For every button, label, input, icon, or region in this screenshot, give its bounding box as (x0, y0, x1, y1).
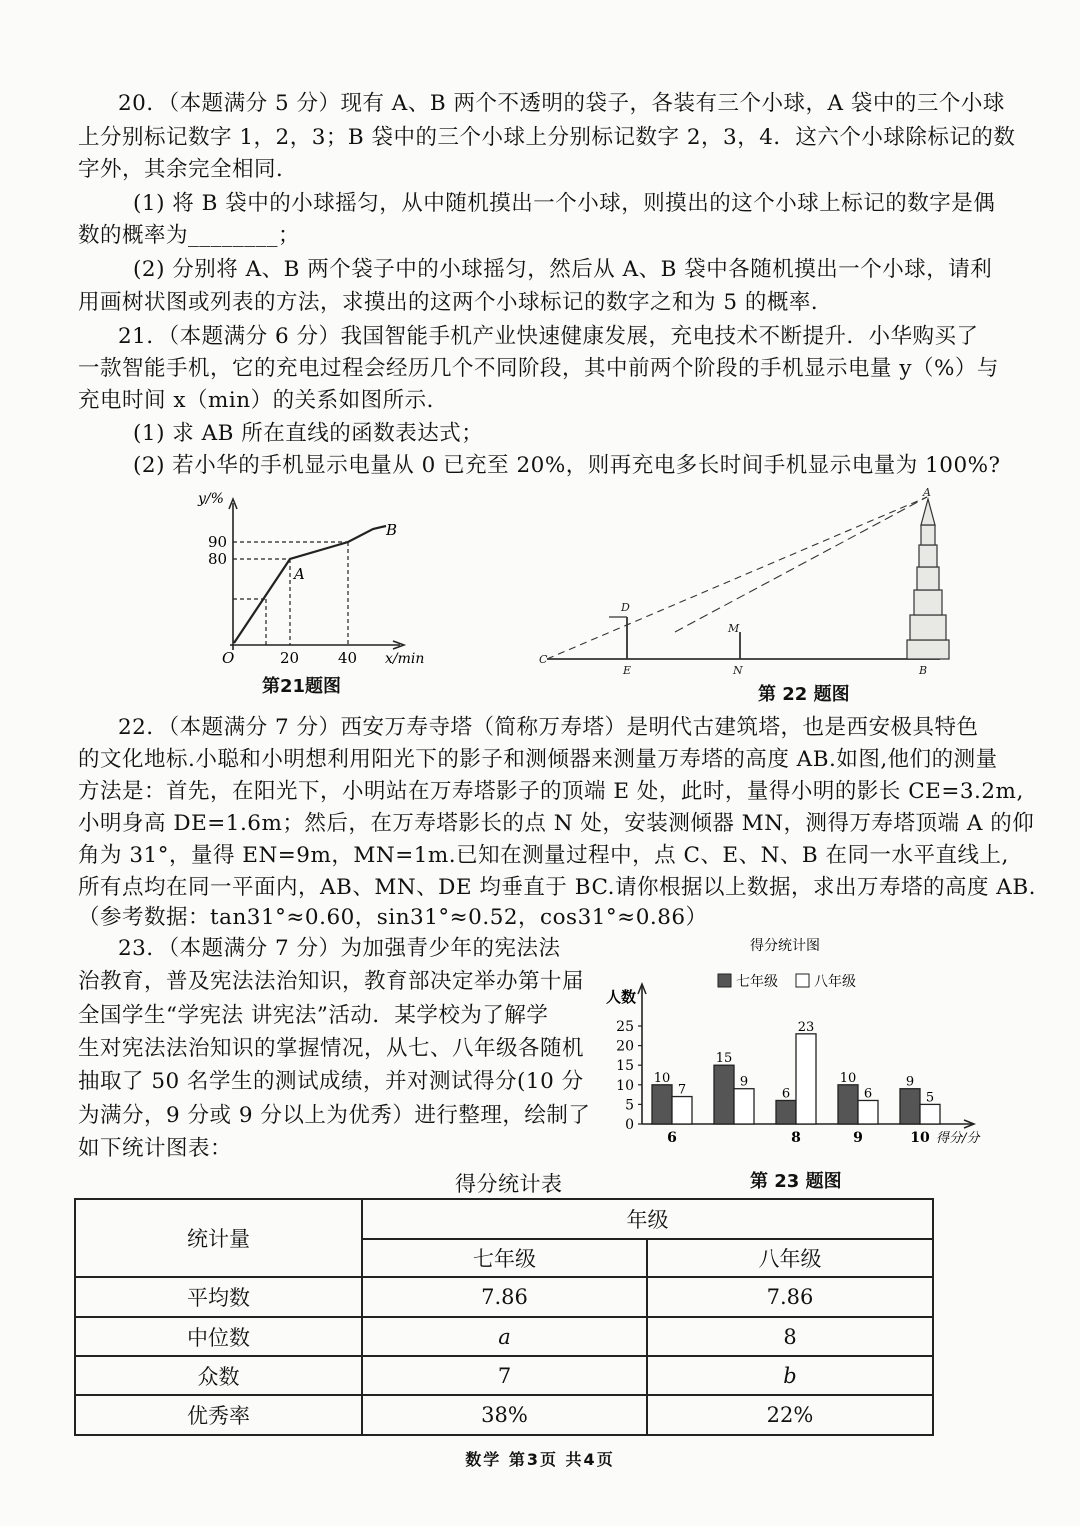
label-m: M (728, 622, 740, 635)
q23-line-4: 生对宪法法治知识的掌握情况，从七、八年级各随机 (78, 1036, 585, 1061)
bar-value-label: 15 (715, 1051, 733, 1067)
table-row (75, 1317, 933, 1356)
bar-grade8 (672, 1097, 692, 1124)
y-tick-label: 0 (625, 1117, 634, 1133)
legend-label-grade8: 八年级 (814, 974, 856, 990)
bar-value-label: 7 (677, 1082, 687, 1098)
ytick-90: 90 (208, 533, 228, 551)
table-title: 得分统计表 (455, 1172, 563, 1196)
cell-value: 7 (362, 1356, 647, 1395)
q20-line-7: 用画树状图或列表的方法，求摸出的这两个小球标记的数字之和为 5 的概率． (78, 290, 833, 315)
q20-line-5: 数的概率为________； (78, 223, 301, 248)
column-header-grade7: 七年级 (362, 1239, 647, 1277)
table-group-header: 年级 (362, 1199, 933, 1239)
x-tick-label: 6 (667, 1130, 677, 1146)
table-row (75, 1277, 933, 1317)
ytick-80: 80 (208, 550, 228, 568)
legend-swatch-grade7 (718, 974, 731, 987)
q22-line-2: 的文化地标.小聪和小明想利用阳光下的影子和测倾器来测量万寿塔的高度 AB.如图,他们的测量 (78, 747, 998, 772)
q20-line-1: 20．（本题满分 5 分）现有 A、B 两个不透明的袋子，各装有三个小球，A 袋中的三个小球 (118, 91, 1005, 116)
legend-label-grade7: 七年级 (736, 974, 778, 990)
q23-line-1: 23．（本题满分 7 分）为加强青少年的宪法法 (118, 936, 561, 961)
legend-swatch-grade8 (796, 974, 809, 987)
y-axis-title: 人数 (606, 988, 637, 1006)
row-label: 众数 (75, 1356, 362, 1395)
bar-grade8 (920, 1104, 940, 1124)
label-c: C (539, 653, 548, 666)
bar-grade8 (734, 1089, 754, 1124)
cell-value: 38% (362, 1395, 647, 1435)
figure-23-caption: 第 23 题图 (750, 1171, 842, 1192)
q23-line-6: 为满分，9 分或 9 分以上为优秀）进行整理，绘制了 (78, 1103, 591, 1128)
bar-grade7 (776, 1100, 796, 1124)
x-tick-label: 10 (910, 1130, 930, 1146)
q22-line-5: 角为 31°，量得 EN=9m，MN=1m.已知在测量过程中，点 C、E、N、B 在同一水平直线上, (78, 843, 1009, 868)
q21-line-5: (2) 若小华的手机显示电量从 0 已充至 20%，则再充电多长时间手机显示电量为 100%? (133, 453, 1001, 478)
bar-value-label: 23 (797, 1019, 815, 1035)
q21-line-2: 一款智能手机，它的充电过程会经历几个不同阶段，其中前两个阶段的手机显示电量 y（%）与 (78, 356, 999, 381)
bar-value-label: 6 (781, 1086, 791, 1102)
page-footer: 数学 第3页 共4页 (465, 1450, 615, 1469)
pagoda-tier-4 (919, 545, 937, 567)
bar-grade8 (796, 1034, 816, 1124)
bar-grade7 (900, 1089, 920, 1124)
bar-grade7 (838, 1085, 858, 1124)
figure-22-diagram (535, 485, 955, 680)
pagoda-tier-3 (917, 567, 939, 590)
bar-value-label: 9 (739, 1074, 749, 1090)
cell-value: a (362, 1317, 647, 1356)
y-tick-label: 5 (625, 1097, 634, 1114)
sight-line-ma (675, 497, 927, 632)
q22-line-6: 所有点均在同一平面内，AB、MN、DE 均垂直于 BC.请你根据以上数据，求出万寿塔的高度 AB. (78, 875, 1036, 900)
row-label: 平均数 (75, 1277, 362, 1317)
bar-grade7 (714, 1065, 734, 1124)
bar-value-label: 10 (653, 1070, 671, 1086)
figure-21-caption: 第21题图 (262, 676, 342, 697)
q23-line-2: 治教育，普及宪法法治知识，教育部决定举办第十届 (78, 969, 585, 994)
y-axis-label: y/% (198, 491, 224, 507)
q22-line-3: 方法是：首先，在阳光下，小明站在万寿塔影子的顶端 E 处，此时，量得小明的影长 CE=3.2m, (78, 779, 1024, 804)
figure-21-graph (190, 485, 450, 670)
table-corner-header: 统计量 (75, 1199, 362, 1277)
column-header-grade8: 八年级 (647, 1239, 933, 1277)
x-axis-title: 得分/分 (936, 1131, 980, 1146)
chart-title: 得分统计图 (750, 938, 820, 954)
charge-curve (234, 526, 386, 643)
pagoda-tier-2 (914, 590, 942, 615)
pagoda-tier-5 (921, 525, 935, 545)
cell-value: 22% (647, 1395, 933, 1435)
chart-bars (616, 1019, 940, 1146)
bar-value-label: 9 (905, 1074, 915, 1090)
label-a: A (923, 486, 931, 499)
label-e: E (623, 664, 632, 677)
q23-line-3: 全国学生“学宪法 讲宪法”活动．某学校为了解学 (78, 1003, 549, 1028)
table-row (75, 1395, 933, 1435)
label-n: N (733, 664, 743, 677)
bar-grade8 (858, 1100, 878, 1124)
xtick-20: 20 (280, 649, 300, 667)
point-a-label: A (294, 565, 305, 583)
q20-line-3: 字外，其余完全相同． (78, 157, 299, 182)
cell-value: b (647, 1356, 933, 1395)
q21-line-1: 21．（本题满分 6 分）我国智能手机产业快速健康发展，充电技术不断提升．小华购买了 (118, 324, 979, 349)
y-tick-label: 10 (616, 1077, 634, 1094)
pagoda-tier-1 (910, 615, 946, 640)
q23-line-7: 如下统计图表： (78, 1136, 233, 1161)
x-axis-label: x/min (385, 651, 425, 667)
q22-line-4: 小明身高 DE=1.6m；然后，在万寿塔影长的点 N 处，安装测倾器 MN，测得万寿塔顶端 A 的仰 (78, 811, 1035, 836)
label-d: D (621, 601, 630, 614)
table-row (75, 1356, 933, 1395)
bar-grade7 (652, 1085, 672, 1124)
xtick-40: 40 (338, 649, 358, 667)
y-tick-label: 15 (616, 1058, 634, 1075)
pagoda-drawing (907, 499, 949, 659)
bar-value-label: 10 (839, 1070, 857, 1086)
q22-line-7: （参考数据：tan31°≈0.60，sin31°≈0.52，cos31°≈0.86） (78, 905, 708, 930)
row-label: 中位数 (75, 1317, 362, 1356)
bar-value-label: 5 (925, 1090, 935, 1106)
q23-line-5: 抽取了 50 名学生的测试成绩，并对测试得分(10 分 (78, 1069, 584, 1094)
cell-value: 7.86 (362, 1277, 647, 1317)
q20-line-6: (2) 分别将 A、B 两个袋子中的小球摇匀，然后从 A、B 袋中各随机摸出一个小球，请利 (133, 257, 993, 282)
bar-value-label: 6 (863, 1086, 873, 1102)
y-tick-label: 25 (616, 1019, 634, 1035)
row-label: 优秀率 (75, 1395, 362, 1435)
y-tick-label: 20 (616, 1038, 634, 1055)
pagoda-spire (921, 499, 935, 525)
q22-line-1: 22．（本题满分 7 分）西安万寿寺塔（简称万寿塔）是明代古建筑塔，也是西安极具特色 (118, 715, 979, 740)
point-b-label: B (386, 521, 398, 539)
pagoda-base (907, 640, 949, 659)
origin-label: O (222, 649, 235, 667)
score-bar-chart (600, 930, 1000, 1150)
q21-line-3: 充电时间 x（min）的关系如图所示． (78, 388, 449, 413)
q20-line-4: (1) 将 B 袋中的小球摇匀，从中随机摸出一个小球，则摸出的这个小球上标记的数字是偶 (133, 191, 996, 216)
cell-value: 7.86 (647, 1277, 933, 1317)
cell-value: 8 (647, 1317, 933, 1356)
x-tick-label: 9 (853, 1130, 863, 1146)
figure-22-caption: 第 22 题图 (758, 684, 850, 705)
q21-line-4: (1) 求 AB 所在直线的函数表达式； (133, 421, 484, 446)
x-tick-label: 8 (791, 1130, 801, 1146)
q20-line-2: 上分别标记数字 1，2，3；B 袋中的三个小球上分别标记数字 2，3，4．这六个小球除标记的数 (78, 125, 1016, 150)
label-b: B (919, 664, 928, 677)
score-statistics-table (74, 1198, 934, 1436)
